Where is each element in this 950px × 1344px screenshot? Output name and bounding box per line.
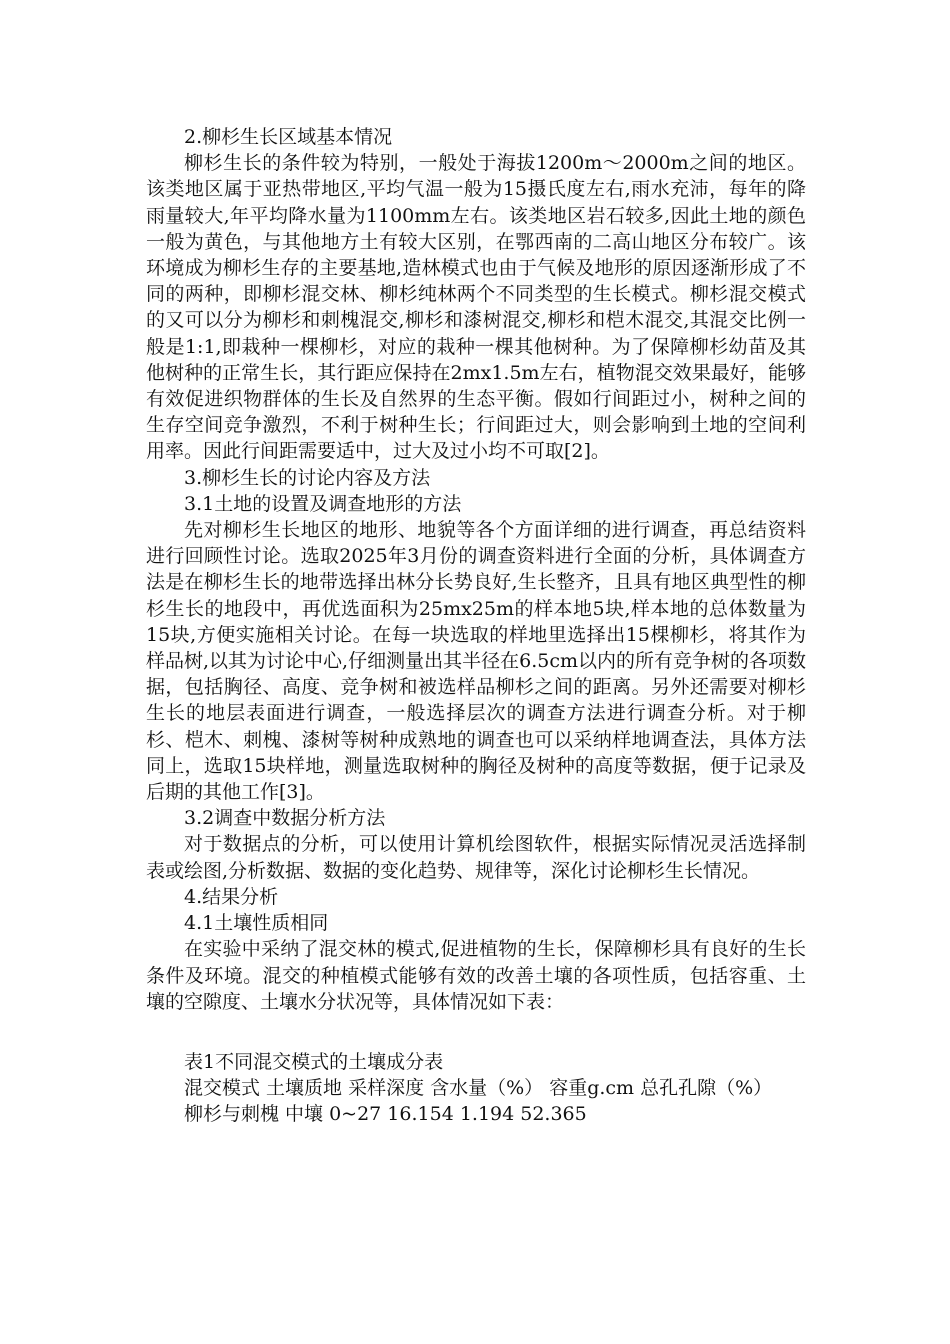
section-4-1-paragraph: 在实验中采纳了混交林的模式,促进植物的生长，保障柳杉具有良好的生长条件及环境。混交的种植模式能够有效的改善土壤的各项性质，包括容重、土壤的空隙度、土壤水分状况等，具体情况如下表： xyxy=(146,938,806,1013)
section-3-1-heading: 3.1土地的设置及调查地形的方法 xyxy=(184,492,462,515)
section-3-2-paragraph: 对于数据点的分析，可以使用计算机绘图软件，根据实际情况灵活选择制表或绘图,分析数据、数据的变化趋势、规律等，深化讨论柳杉生长情况。 xyxy=(146,833,806,882)
table-row: 柳杉与刺槐 中壤 0~27 16.154 1.194 52.365 xyxy=(184,1103,587,1126)
section-3-1-paragraph: 先对柳杉生长地区的地形、地貌等各个方面详细的进行调查，再总结资料进行回顾性讨论。选取2025年3月份的调查资料进行全面的分析，具体调查方法是在柳杉生长的地带选择出林分长势良好,生长整齐，且具有地区典型性的柳杉生长的地段中，再优选面积为25mx25m的样本地5块,样本地的总体数量为15块,方便实施相关讨论。在每一块选取的样地里选择出15棵柳杉，将其作为样品树,以其为讨论中心,仔细测量出其半径在6.5cm以内的所有竞争树的各项数据，包括胸径、高度、竞争树和被选样品柳杉之间的距离。另外还需要对柳杉生长的地层表面进行调查，一般选择层次的调查方法进行调查分析。对于柳杉、桤木、刺槐、漆树等树种成熟地的调查也可以采纳样地调查法，具体方法同上，选取15块样地，测量选取树种的胸径及树种的高度等数据，便于记录及后期的其他工作[3]。 xyxy=(146,519,806,804)
section-4-1-heading: 4.1土壤性质相同 xyxy=(184,912,329,935)
section-4-heading: 4.结果分析 xyxy=(184,885,279,908)
section-3-heading: 3.柳杉生长的讨论内容及方法 xyxy=(184,466,431,489)
document-page xyxy=(146,124,806,1128)
table-header-row: 混交模式 土壤质地 采样深度 含水量（%） 容重g.cm 总孔孔隙（%） xyxy=(184,1077,773,1100)
section-2-paragraph: 柳杉生长的条件较为特别，一般处于海拔1200m～2000m之间的地区。该类地区属于亚热带地区,平均气温一般为15摄氏度左右,雨水充沛，每年的降雨量较大,年平均降水量为1100mm左右。该类地区岩石较多,因此土地的颜色一般为黄色，与其他地方土有较大区别，在鄂西南的二高山地区分布较广。该环境成为柳杉生存的主要基地,造林模式也由于气候及地形的原因逐渐形成了不同的两种，即柳杉混交林、柳杉纯林两个不同类型的生长模式。柳杉混交模式的又可以分为柳杉和刺槐混交,柳杉和漆树混交,柳杉和桤木混交,其混交比例一般是1:1,即栽种一棵柳杉，对应的栽种一棵其他树种。为了保障柳杉幼苗及其他树种的正常生长，其行距应保持在2mx1.5m左右，植物混交效果最好，能够有效促进织物群体的生长及自然界的生态平衡。假如行间距过小，树种之间的生存空间竞争激烈，不利于树种生长；行间距过大，则会影响到土地的空间利用率。因此行间距需要适中，过大及过小均不可取[2]。 xyxy=(146,152,806,463)
paragraph-gap xyxy=(146,1015,806,1049)
table-title: 表1不同混交模式的土壤成分表 xyxy=(184,1050,444,1073)
section-2-heading: 2.柳杉生长区域基本情况 xyxy=(184,126,393,148)
section-3-2-heading: 3.2调查中数据分析方法 xyxy=(184,807,386,830)
